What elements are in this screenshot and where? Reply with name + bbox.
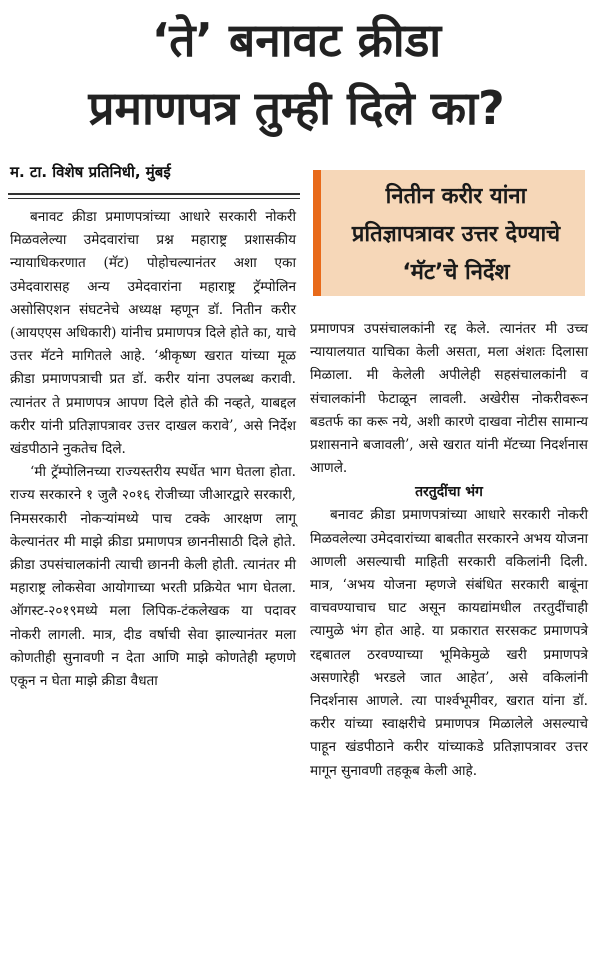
highlight-box [313, 170, 585, 296]
byline-rule-thin [8, 198, 300, 199]
byline: म. टा. विशेष प्रतिनिधी, मुंबई [10, 163, 171, 181]
subheading: तरतुदींचा भंग [415, 484, 483, 501]
paragraph-3: प्रमाणपत्र उपसंचालकांनी रद्द केले. त्यानंतर मी उच्च न्यायालयात याचिका केली असता, मला अंशतः दिलासा मिळाला. मी केलेली अपीलेही सहसंचालकांनी व संचालकांनी फेटाळून लावली. अखेरीस नोकरीवरून बडतर्फ का करू नये, अशी कारणे दाखवा नोटीस सामान्य प्रशासनाने बजावली’, असे खरात यांनी मॅटच्या निदर्शनास आणले. [310, 321, 588, 477]
article-column-right [310, 318, 588, 783]
highlight-accent-bar [313, 170, 321, 296]
paragraph-1: बनावट क्रीडा प्रमाणपत्रांच्या आधारे सरकारी नोकरी मिळवलेल्या उमेदवारांचा प्रश्न महाराष्ट्र प्रशासकीय न्यायाधिकरणात (मॅट) पोहोचल्यानंतर अशा एका उमेदवारासह अन्य उमेदवारांना महाराष्ट्र ट्रॅम्पोलिन असोसिएशन संघटनेचे अध्यक्ष म्हणून डॉ. नितीन करीर (आयएएस अधिकारी) यांनीच प्रमाणपत्र दिले होते का, याचे उत्तर मॅटने मागितले आहे. ‘श्रीकृष्ण खरात यांच्या मूळ क्रीडा प्रमाणपत्राची प्रत डॉ. करीर यांना उपलब्ध करावी. त्यानंतर ते प्रमाणपत्र आपण दिले होते की नव्हते, याबद्दल करीर यांनी प्रतिज्ञापत्रावर उत्तर दाखल करावे’, असे निर्देश खंडपीठाने नुकतेच दिले. [10, 209, 296, 458]
headline-line-1: ‘ते’ बनावट क्रीडा [151, 13, 442, 67]
paragraph-2: ‘मी ट्रॅम्पोलिनच्या राज्यस्तरीय स्पर्धेत भाग घेतला होता. राज्य सरकारने १ जुलै २०१६ रोजीच्या जीआरद्वारे सरकारी, निमसरकारी नोकऱ्यांमध्ये पाच टक्के आरक्षण लागू केल्यानंतर मी माझे क्रीडा प्रमाणपत्र छाननीसाठी दिले होते. क्रीडा उपसंचालकांनी त्याची छाननी केली होती. त्यानंतर मी महाराष्ट्र लोकसेवा आयोगाच्या भरती प्रक्रियेत भाग घेतला. ऑगस्ट-२०१९मध्ये मला लिपिक-टंकलेखक या पदावर नोकरी लागली. मात्र, दीड वर्षाची सेवा झाल्यानंतर मला कोणतीही सुनावणी न देता आणि माझे कोणतेही म्हणणे एकून न घेता माझे क्रीडा वैधता [10, 464, 296, 690]
highlight-text: नितीन करीर यांना प्रतिज्ञापत्रावर उत्तर देण्याचे ‘मॅट’चे निर्देश [351, 184, 561, 285]
headline [0, 6, 593, 142]
byline-rule [8, 193, 300, 195]
headline-line-2: प्रमाणपत्र तुम्ही दिले का? [88, 81, 505, 135]
article-column-left [10, 206, 296, 693]
paragraph-4: बनावट क्रीडा प्रमाणपत्रांच्या आधारे सरकारी नोकरी मिळवलेल्या उमेदवारांच्या बाबतीत सरकारने अभय योजना आणली असल्याची माहिती सरकारी वकिलांनी दिली. मात्र, ‘अभय योजना म्हणजे संबंधित सरकारी बाबूंना वाचवण्याचाच घाट असून कायद्यांमधील तरतुदींचाही त्यामुळे भंग होत आहे. या प्रकारात सरसकट प्रमाणपत्रे रद्दबातल ठरवण्याच्या भूमिकेमुळे खरी प्रमाणपत्रे असणारेही भरडले जात आहेत’, असे वकिलांनी निदर्शनास आणले. त्या पार्श्वभूमीवर, खरात यांना डॉ. करीर यांच्या स्वाक्षरीचे प्रमाणपत्र मिळालेले असल्याचे पाहून खंडपीठाने करीर यांच्याकडे प्रतिज्ञापत्रावर उत्तर मागून सुनावणी तहकूब केली आहे. [310, 507, 588, 779]
